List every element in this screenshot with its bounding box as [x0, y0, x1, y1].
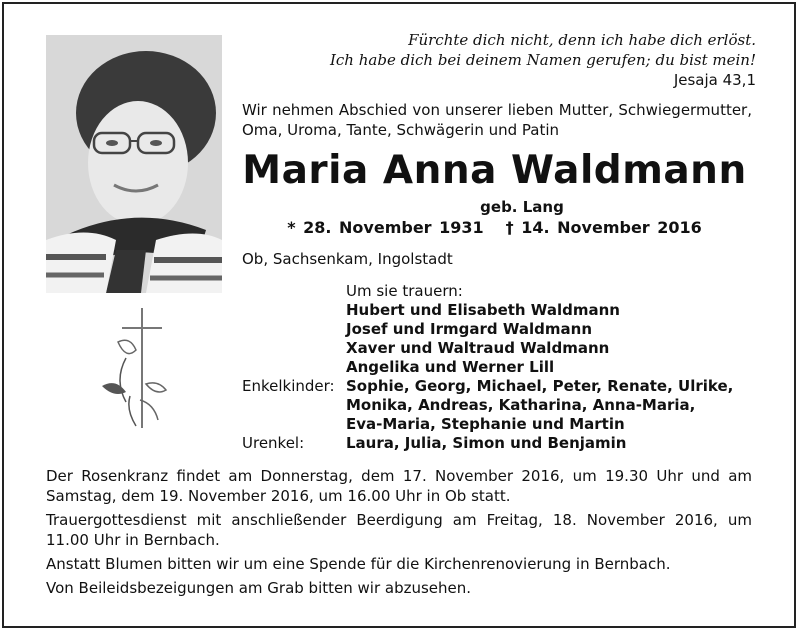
family-member: Josef und Irmgard Waldmann: [346, 320, 592, 338]
donation-note: Anstatt Blumen bitten wir um eine Spende für die Kirchenrenovierung in Bernbach.: [46, 555, 671, 573]
great-grandchildren-label: Urenkel:: [242, 434, 305, 452]
deceased-name: Maria Anna Waldmann: [242, 148, 747, 193]
birth-name: geb. Lang: [480, 198, 564, 216]
condolences-note: Von Beileidsbezeigungen am Grab bitten wir abzusehen.: [46, 579, 472, 597]
birth-date: * 28. November 1931: [287, 218, 484, 237]
grandchildren-line: Eva-Maria, Stephanie und Martin: [346, 415, 625, 433]
portrait-illustration: [46, 35, 222, 293]
verse-reference: Jesaja 43,1: [673, 71, 756, 89]
verse-line-2: Ich habe dich bei deinem Namen gerufen; du bist mein!: [329, 51, 756, 69]
service-note: Trauergottesdienst mit anschließender Beerdigung am Freitag, 18. November 2016, um 11.00 Uhr in Bernbach.: [46, 511, 752, 549]
mourners-heading: Um sie trauern:: [346, 282, 463, 300]
bible-verse: [330, 30, 756, 90]
portrait-photo: [46, 35, 222, 293]
life-dates: [242, 218, 747, 237]
places: Ob, Sachsenkam, Ingolstadt: [242, 250, 453, 268]
grandchildren-line: Sophie, Georg, Michael, Peter, Renate, Ulrike,: [346, 377, 734, 395]
family-member: Angelika und Werner Lill: [346, 358, 555, 376]
family-member: Xaver und Waltraud Waldmann: [346, 339, 610, 357]
grandchildren-line: Monika, Andreas, Katharina, Anna-Maria,: [346, 396, 696, 414]
death-date: † 14. November 2016: [505, 218, 702, 237]
verse-line-1: Fürchte dich nicht, denn ich habe dich erlöst.: [408, 31, 756, 49]
family-member: Hubert und Elisabeth Waldmann: [346, 301, 620, 319]
cross-lily-icon: [96, 300, 176, 440]
grandchildren-label: Enkelkinder:: [242, 377, 335, 395]
intro-text: Wir nehmen Abschied von unserer lieben Mutter, Schwiegermutter, Oma, Uroma, Tante, Schwägerin und Patin: [242, 101, 752, 139]
great-grandchildren: Laura, Julia, Simon und Benjamin: [346, 434, 627, 452]
mourners-list: [242, 282, 733, 453]
rosary-note: Der Rosenkranz findet am Donnerstag, dem 17. November 2016, um 19.30 Uhr und am Samstag, dem 19. November 2016, um 16.00 Uhr in Ob statt.: [46, 467, 752, 505]
footer-notes: [46, 466, 752, 602]
